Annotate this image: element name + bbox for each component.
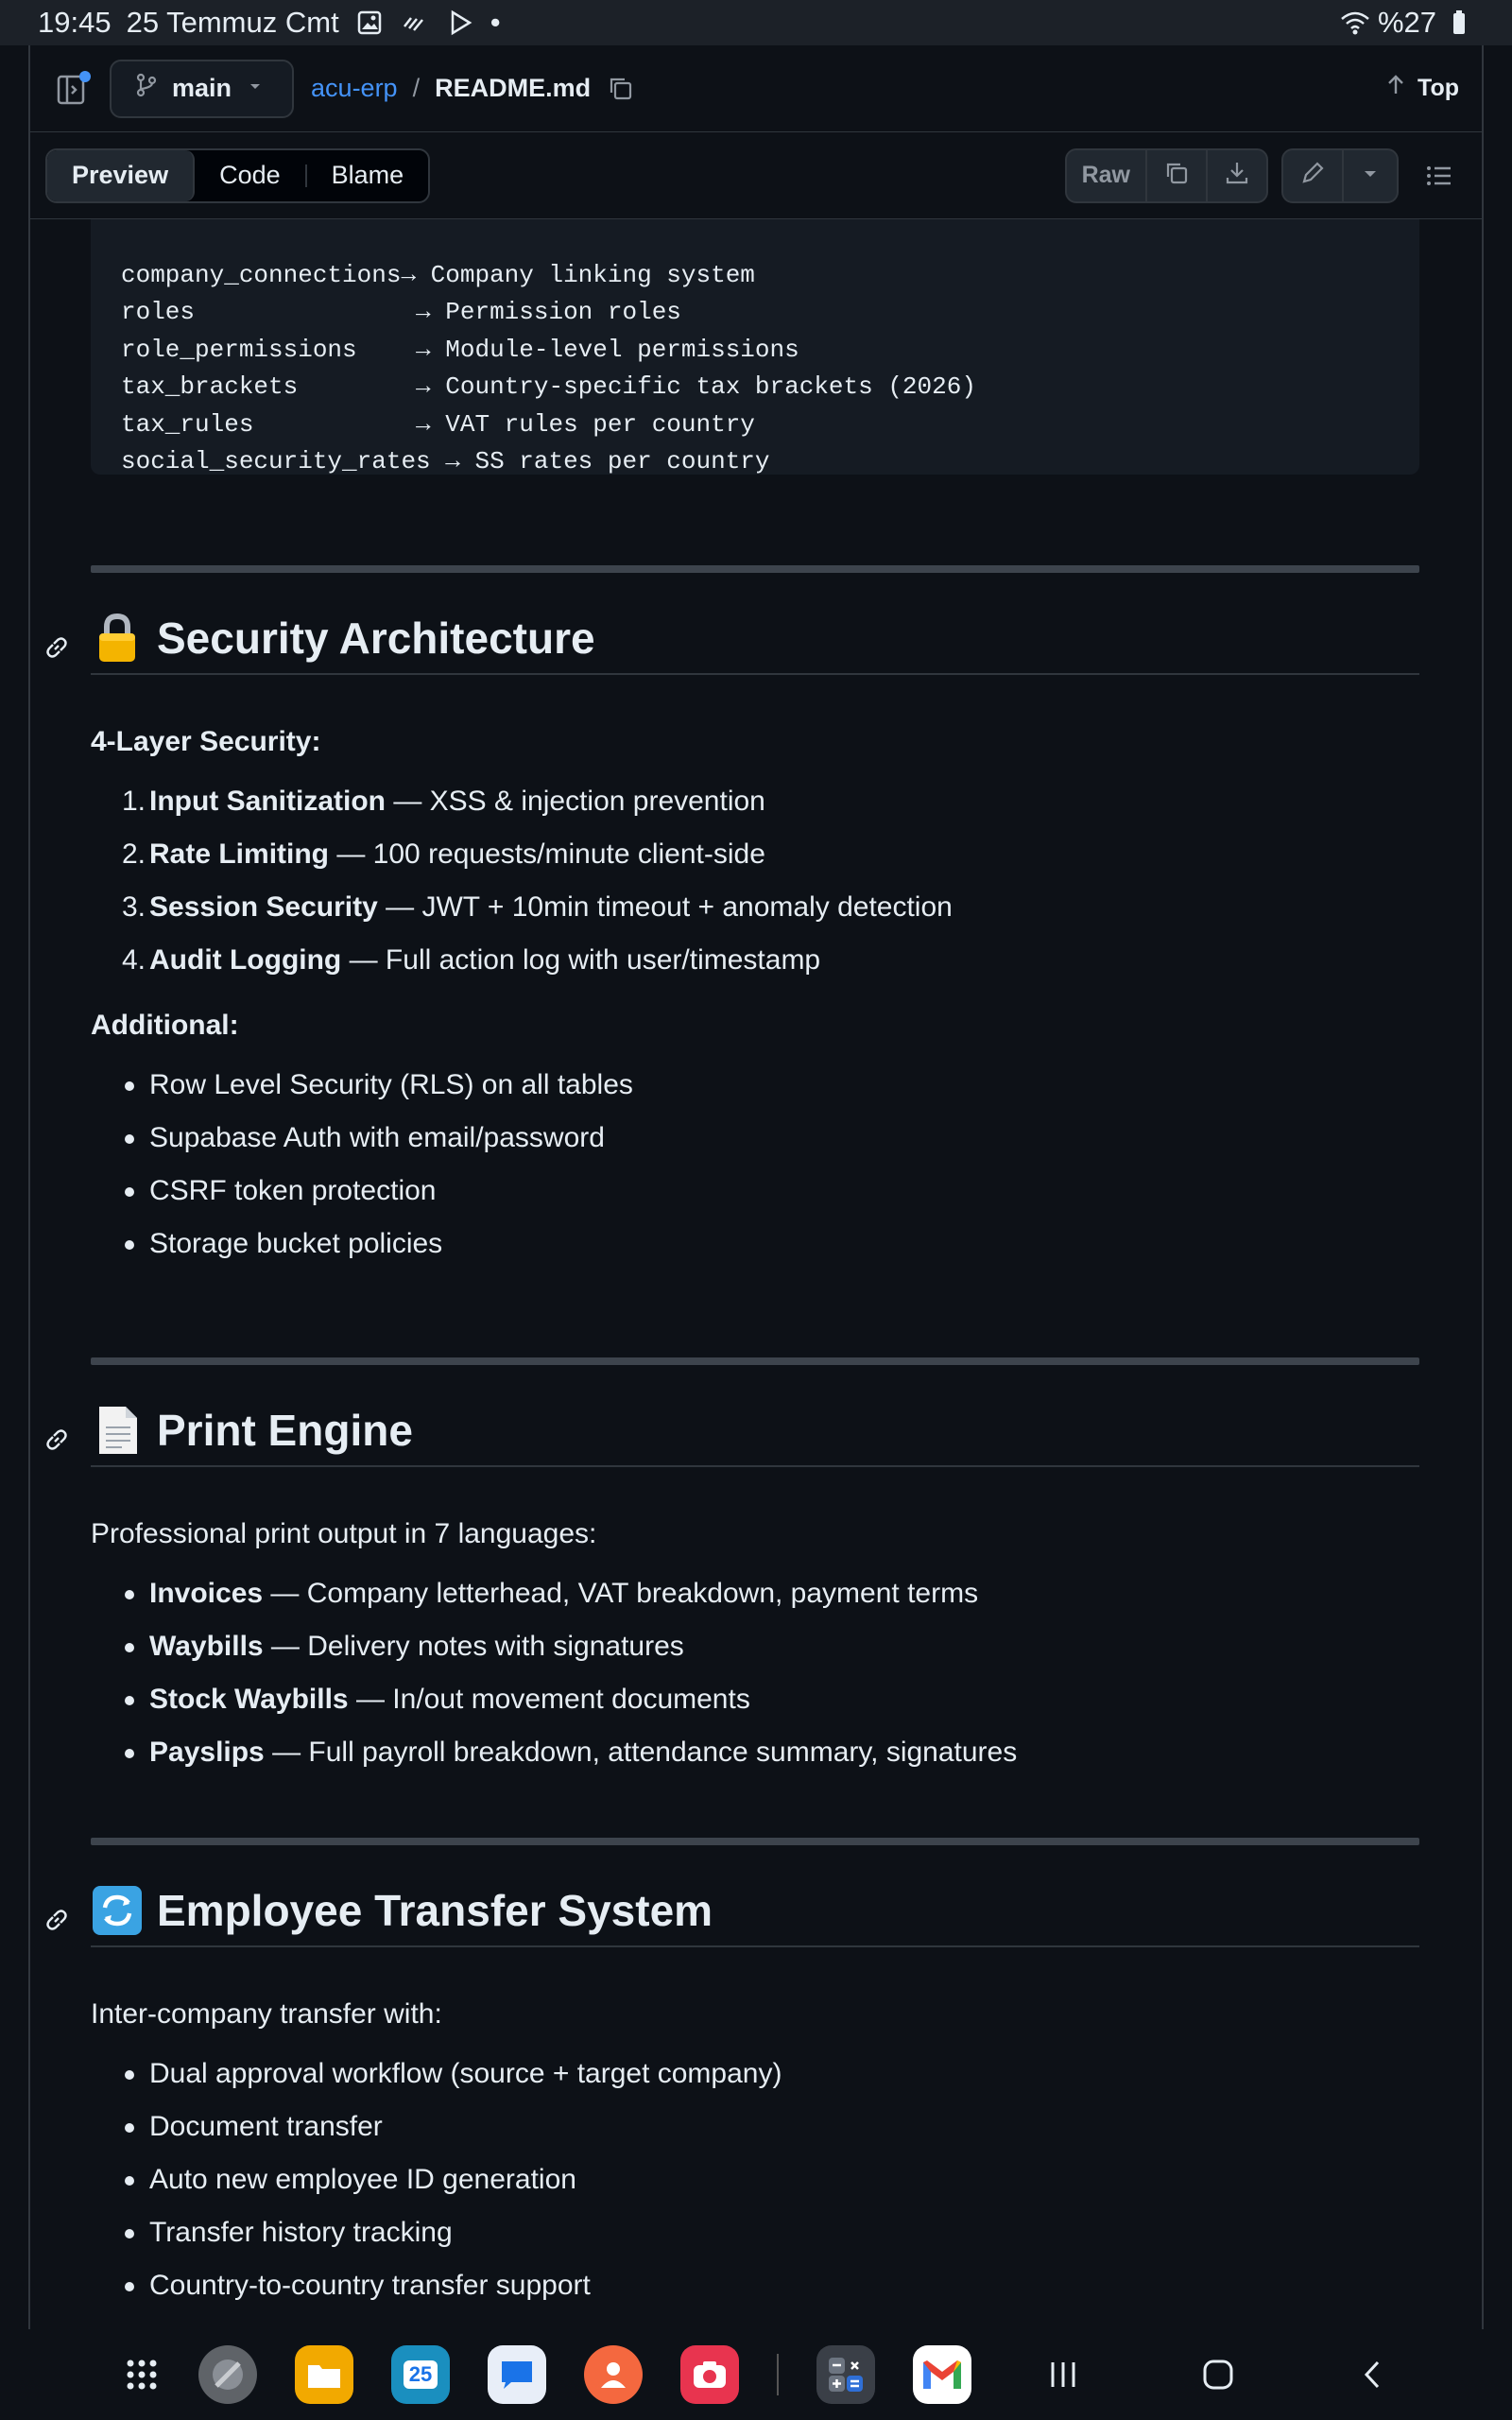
raw-actions-group (1065, 148, 1268, 203)
contacts-app-icon[interactable] (584, 2345, 643, 2404)
list-item: Supabase Auth with email/password (149, 1112, 633, 1165)
list-item: Auto new employee ID generation (149, 2153, 782, 2206)
github-file-view (28, 45, 1484, 2329)
list-item: 4. Audit Logging — Full action log with user/timestamp (121, 944, 821, 976)
app-drawer-icon[interactable] (123, 2356, 161, 2394)
stripes-notification-icon (400, 8, 430, 38)
code-line: roles → Permission roles (121, 298, 681, 326)
gallery-notification-icon (354, 8, 385, 38)
messages-app-icon[interactable] (488, 2345, 546, 2404)
code-line: role_permissions → Module-level permissions (121, 335, 799, 364)
status-bar (0, 0, 1512, 45)
section-divider (91, 565, 1419, 573)
code-line: company_connections→ Company linking system (121, 260, 755, 289)
link-icon[interactable] (42, 1894, 72, 1945)
chevron-down-icon (1359, 162, 1382, 189)
list-item: Transfer history tracking (149, 2206, 782, 2259)
side-panel-toggle-icon[interactable] (53, 69, 93, 109)
status-time: 19:45 (38, 6, 112, 39)
employee-transfer-heading (91, 1876, 1419, 1947)
transfer-intro: Inter-company transfer with: (91, 1998, 442, 2030)
list-item: Stock Waybills — In/out movement documents (149, 1673, 1017, 1726)
wifi-icon (1340, 8, 1370, 38)
download-icon (1223, 159, 1251, 192)
play-store-notification-icon (445, 8, 475, 38)
status-more-dot: • (490, 6, 501, 39)
list-item: Row Level Security (RLS) on all tables (149, 1059, 633, 1112)
heading-text: Employee Transfer System (157, 1886, 713, 1935)
home-icon[interactable] (1202, 2359, 1234, 2391)
top-label: Top (1418, 75, 1459, 101)
list-item: CSRF token protection (149, 1165, 633, 1218)
print-intro: Professional print output in 7 languages: (91, 1518, 597, 1549)
print-engine-heading (91, 1395, 1419, 1467)
browser-app-icon[interactable] (198, 2345, 257, 2404)
branch-selector[interactable] (110, 60, 294, 118)
refresh-icon (91, 1884, 144, 1937)
calculator-app-icon[interactable] (816, 2345, 875, 2404)
view-mode-tabs (45, 148, 430, 203)
readme-content (30, 219, 1482, 2329)
list-item: Storage bucket policies (149, 1218, 633, 1270)
copy-icon (1162, 159, 1191, 192)
outline-list-icon[interactable] (1412, 148, 1467, 203)
gmail-app-icon[interactable] (913, 2345, 971, 2404)
breadcrumb-separator: / (412, 74, 421, 102)
branch-name: main (172, 74, 232, 102)
file-name: README.md (435, 74, 592, 102)
list-item: Waybills — Delivery notes with signatures (149, 1620, 1017, 1673)
recent-apps-icon[interactable] (1047, 2359, 1079, 2391)
link-icon[interactable] (42, 1414, 72, 1465)
list-item: Payslips — Full payroll breakdown, attendance summary, signatures (149, 1726, 1017, 1779)
code-line: tax_brackets → Country-specific tax brackets (2026) (121, 372, 976, 401)
list-item: Invoices — Company letterhead, VAT breakdown, payment terms (149, 1567, 1017, 1620)
additional-list (149, 1059, 633, 1270)
list-item: 2. Rate Limiting — 100 requests/minute client-side (121, 838, 765, 870)
files-app-icon[interactable] (295, 2345, 353, 2404)
security-layers-list (121, 775, 953, 987)
edit-actions-group (1281, 148, 1399, 203)
calendar-app-icon[interactable] (391, 2345, 450, 2404)
code-line: social_security_rates → SS rates per country (121, 447, 770, 475)
heading-text: Security Architecture (157, 614, 595, 663)
heading-text: Print Engine (157, 1406, 413, 1455)
download-button[interactable] (1206, 150, 1266, 201)
branch-icon (134, 73, 159, 104)
system-dock (0, 2329, 1512, 2420)
tab-code[interactable]: Code (219, 161, 281, 189)
tab-preview[interactable]: Preview (47, 150, 195, 201)
raw-button[interactable]: Raw (1081, 162, 1130, 188)
lock-icon (91, 612, 144, 665)
file-toolbar (30, 132, 1482, 219)
camera-app-icon[interactable] (680, 2345, 739, 2404)
dock-divider (777, 2354, 779, 2395)
edit-button[interactable] (1283, 150, 1342, 201)
transfer-items-list (149, 2048, 782, 2312)
code-block (91, 219, 1419, 475)
edit-options-button[interactable] (1342, 150, 1397, 201)
repo-link[interactable]: acu-erp (311, 74, 398, 102)
breadcrumb (311, 74, 636, 104)
list-item: Document transfer (149, 2100, 782, 2153)
list-item: 1. Input Sanitization — XSS & injection prevention (121, 786, 765, 817)
arrow-up-icon (1383, 73, 1408, 104)
section-divider (91, 1357, 1419, 1365)
list-item: 3. Session Security — JWT + 10min timeout + anomaly detection (121, 891, 953, 923)
list-item: Country-to-country transfer support (149, 2259, 782, 2312)
back-to-top-button[interactable] (1383, 73, 1459, 104)
security-heading (91, 603, 1419, 675)
copy-raw-button[interactable] (1145, 150, 1206, 201)
back-icon[interactable] (1357, 2359, 1389, 2391)
additional-label: Additional: (91, 1010, 239, 1041)
link-icon[interactable] (42, 622, 72, 673)
file-header (30, 45, 1482, 132)
code-line: tax_rules → VAT rules per country (121, 409, 755, 439)
list-item: Dual approval workflow (source + target company) (149, 2048, 782, 2100)
print-items-list (149, 1567, 1017, 1779)
battery-percent: %27 (1377, 6, 1436, 39)
calendar-day: 25 (404, 2360, 438, 2389)
document-icon (91, 1404, 144, 1457)
layers-label: 4-Layer Security: (91, 726, 321, 757)
battery-icon (1444, 8, 1474, 38)
chevron-down-icon (245, 74, 266, 103)
section-divider (91, 1838, 1419, 1845)
tab-blame[interactable]: Blame (331, 161, 404, 189)
pencil-icon (1298, 159, 1327, 192)
status-date: 25 Temmuz Cmt (126, 6, 339, 39)
copy-path-icon[interactable] (606, 74, 636, 104)
